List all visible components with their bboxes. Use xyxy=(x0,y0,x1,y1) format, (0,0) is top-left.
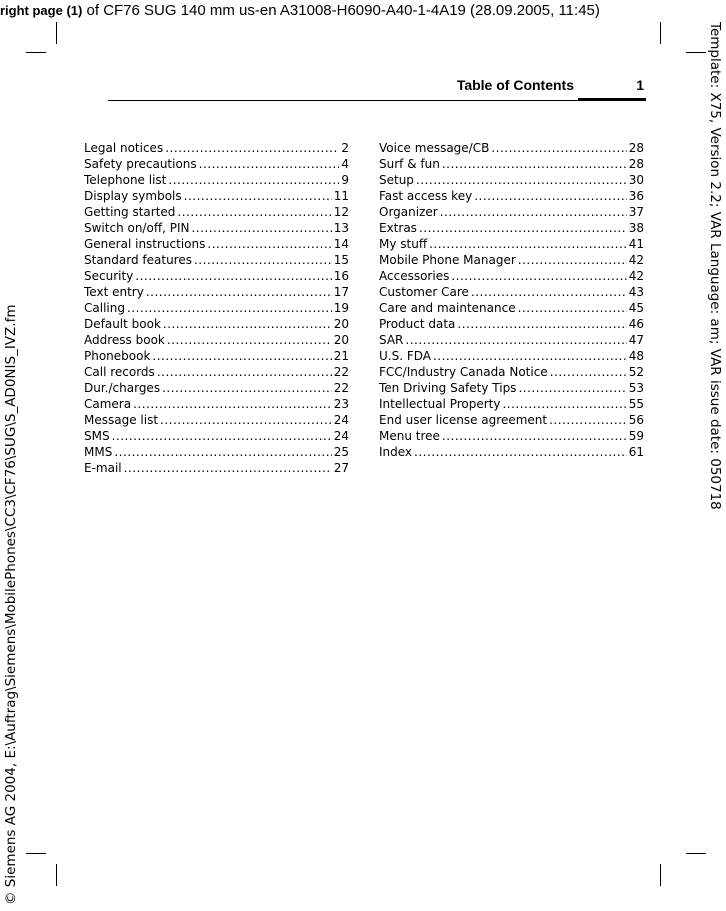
toc-entry-label: Customer Care xyxy=(379,285,469,299)
toc-leader-dots xyxy=(502,396,626,412)
toc-leader-dots xyxy=(168,172,339,188)
toc-entry-page: 13 xyxy=(333,221,349,235)
toc-entry-label: Accessories xyxy=(379,269,450,283)
toc-entry[interactable] xyxy=(379,428,644,444)
toc-entry-label: U.S. FDA xyxy=(379,349,431,363)
toc-entry-label: Calling xyxy=(84,301,125,315)
crop-mark xyxy=(26,52,46,53)
toc-entry-page: 17 xyxy=(333,285,349,299)
toc-entry-label: Switch on/off, PIN xyxy=(84,221,190,235)
toc-entry[interactable] xyxy=(84,140,349,156)
toc-leader-dots xyxy=(162,380,332,396)
toc-leader-dots xyxy=(518,300,627,316)
toc-entry-label: My stuff xyxy=(379,237,428,251)
toc-leader-dots xyxy=(442,428,627,444)
toc-entry-page: 12 xyxy=(333,205,349,219)
crop-mark xyxy=(686,853,706,854)
toc-entry[interactable] xyxy=(379,156,644,172)
print-header xyxy=(0,0,726,22)
toc-entry-label: Safety precautions xyxy=(84,157,197,171)
toc-entry-page: 42 xyxy=(628,269,644,283)
toc-entry[interactable] xyxy=(84,428,349,444)
toc-entry[interactable] xyxy=(84,348,349,364)
toc-entry-page: 24 xyxy=(333,429,349,443)
toc-entry[interactable] xyxy=(84,252,349,268)
toc-entry-label: Phonebook xyxy=(84,349,151,363)
toc-entry-label: Intellectual Property xyxy=(379,397,501,411)
toc-leader-dots xyxy=(405,332,626,348)
toc-leader-dots xyxy=(416,172,627,188)
toc-entry[interactable] xyxy=(379,284,644,300)
toc-column-left xyxy=(84,140,349,476)
header-rule xyxy=(108,100,578,101)
side-copyright-path: © Siemens AG 2004, E:\Auftrag\Siemens\MobilePhones\CC3\CF76\SUG\S_AD0NIS_IVZ.fm xyxy=(3,304,19,905)
toc-entry-label: SMS xyxy=(84,429,110,443)
toc-entry-label: Camera xyxy=(84,397,132,411)
toc-leader-dots xyxy=(157,364,332,380)
toc-entry-label: Address book xyxy=(84,333,165,347)
toc-entry[interactable] xyxy=(84,204,349,220)
toc-entry-label: Setup xyxy=(379,173,414,187)
toc-entry[interactable] xyxy=(84,380,349,396)
toc-entry-label: Call records xyxy=(84,365,155,379)
toc-entry[interactable] xyxy=(379,220,644,236)
toc-entry-page: 36 xyxy=(628,189,644,203)
toc-entry-page: 59 xyxy=(628,429,644,443)
toc-leader-dots xyxy=(433,348,627,364)
toc-entry-page: 28 xyxy=(628,141,644,155)
toc-entry[interactable] xyxy=(379,300,644,316)
toc-entry-label: Legal notices xyxy=(84,141,164,155)
toc-entry-page: 21 xyxy=(333,349,349,363)
toc-entry-page: 2 xyxy=(341,141,349,155)
toc-leader-dots xyxy=(440,204,627,220)
toc-entry-label: Care and maintenance xyxy=(379,301,516,315)
toc-leader-dots xyxy=(414,444,627,460)
toc-entry[interactable] xyxy=(84,220,349,236)
toc-leader-dots xyxy=(152,348,331,364)
toc-leader-dots xyxy=(451,268,626,284)
toc-entry[interactable] xyxy=(84,172,349,188)
toc-leader-dots xyxy=(135,268,331,284)
header-rule-accent xyxy=(578,98,646,101)
toc-entry-page: 19 xyxy=(333,301,349,315)
toc-entry[interactable] xyxy=(379,252,644,268)
toc-entry-label: Voice message/CB xyxy=(379,141,490,155)
toc-entry-page: 46 xyxy=(628,317,644,331)
toc-entry-page: 41 xyxy=(628,237,644,251)
toc-entry-page: 55 xyxy=(628,397,644,411)
toc-entry-page: 45 xyxy=(628,301,644,315)
toc-entry-page: 48 xyxy=(628,349,644,363)
toc-entry-page: 56 xyxy=(628,413,644,427)
toc-entry[interactable] xyxy=(379,236,644,252)
toc-leader-dots xyxy=(177,204,331,220)
toc-entry-page: 22 xyxy=(333,381,349,395)
toc-entry-label: Security xyxy=(84,269,134,283)
toc-entry-page: 23 xyxy=(333,397,349,411)
toc-entry-label: MMS xyxy=(84,445,113,459)
toc-entry[interactable] xyxy=(84,156,349,172)
toc-entry[interactable] xyxy=(84,316,349,332)
toc-entry-page: 22 xyxy=(333,365,349,379)
toc-entry-label: End user license agreement xyxy=(379,413,548,427)
toc-entry[interactable] xyxy=(379,380,644,396)
side-template-info: Template: X75, Version 2.2; VAR Language: am; VAR issue date: 050718 xyxy=(707,22,723,510)
toc-entry[interactable] xyxy=(84,396,349,412)
toc-column-right xyxy=(379,140,644,460)
toc-leader-dots xyxy=(184,188,332,204)
toc-leader-dots xyxy=(165,140,339,156)
crop-mark xyxy=(56,864,57,886)
toc-leader-dots xyxy=(429,236,627,252)
crop-mark xyxy=(26,853,46,854)
toc-entry[interactable] xyxy=(84,284,349,300)
toc-entry-label: Mobile Phone Manager xyxy=(379,253,516,267)
page-number: 1 xyxy=(636,77,644,93)
toc-entry-label: Extras xyxy=(379,221,417,235)
toc-entry[interactable] xyxy=(379,364,644,380)
toc-entry[interactable] xyxy=(84,332,349,348)
toc-entry-page: 27 xyxy=(333,461,349,475)
toc-leader-dots xyxy=(474,188,627,204)
crop-mark xyxy=(686,52,706,53)
toc-entry-page: 38 xyxy=(628,221,644,235)
toc-leader-dots xyxy=(167,332,332,348)
toc-entry[interactable] xyxy=(84,460,349,476)
toc-leader-dots xyxy=(471,284,627,300)
toc-leader-dots xyxy=(146,284,332,300)
toc-entry-page: 24 xyxy=(333,413,349,427)
toc-leader-dots xyxy=(163,316,332,332)
toc-entry[interactable] xyxy=(84,444,349,460)
toc-entry-label: Display symbols xyxy=(84,189,182,203)
toc-entry-page: 14 xyxy=(333,237,349,251)
toc-entry-label: Fast access key xyxy=(379,189,473,203)
toc-entry-label: Standard features xyxy=(84,253,192,267)
toc-leader-dots xyxy=(518,252,627,268)
toc-leader-dots xyxy=(112,428,332,444)
toc-leader-dots xyxy=(491,140,626,156)
toc-leader-dots xyxy=(419,220,627,236)
toc-entry-page: 20 xyxy=(333,333,349,347)
toc-entry-label: Getting started xyxy=(84,205,176,219)
toc-entry[interactable] xyxy=(84,268,349,284)
toc-entry-label: General instructions xyxy=(84,237,206,251)
toc-entry-page: 37 xyxy=(628,205,644,219)
toc-leader-dots xyxy=(160,412,332,428)
toc-entry[interactable] xyxy=(84,364,349,380)
toc-entry[interactable] xyxy=(379,188,644,204)
toc-leader-dots xyxy=(194,252,332,268)
page-header xyxy=(108,72,646,102)
crop-mark xyxy=(660,22,661,44)
toc-entry[interactable] xyxy=(84,188,349,204)
toc-entry-page: 4 xyxy=(341,157,349,171)
toc-entry-label: Organizer xyxy=(379,205,438,219)
toc-entry[interactable] xyxy=(379,268,644,284)
toc-entry-label: E-mail xyxy=(84,461,122,475)
toc-entry[interactable] xyxy=(84,236,349,252)
toc-entry-label: SAR xyxy=(379,333,404,347)
toc-entry-label: Surf & fun xyxy=(379,157,440,171)
print-header-page-label: right page (1) xyxy=(0,3,83,18)
toc-leader-dots xyxy=(133,396,332,412)
toc-leader-dots xyxy=(549,412,627,428)
toc-entry-page: 52 xyxy=(628,365,644,379)
toc-entry-page: 9 xyxy=(341,173,349,187)
toc-entry-label: Text entry xyxy=(84,285,144,299)
toc-entry[interactable] xyxy=(379,172,644,188)
toc-entry-page: 47 xyxy=(628,333,644,347)
toc-entry-label: Product data xyxy=(379,317,456,331)
toc-entry[interactable] xyxy=(379,332,644,348)
toc-entry-label: Menu tree xyxy=(379,429,440,443)
toc-leader-dots xyxy=(124,460,332,476)
toc-entry-page: 11 xyxy=(333,189,349,203)
toc-entry-page: 53 xyxy=(628,381,644,395)
toc-entry-page: 25 xyxy=(333,445,349,459)
toc-entry[interactable] xyxy=(379,412,644,428)
toc-entry-label: Telephone list xyxy=(84,173,167,187)
toc-entry-label: FCC/Industry Canada Notice xyxy=(379,365,548,379)
toc-leader-dots xyxy=(127,300,332,316)
toc-entry-label: Ten Driving Safety Tips xyxy=(379,381,517,395)
toc-entry[interactable] xyxy=(379,396,644,412)
toc-leader-dots xyxy=(114,444,331,460)
toc-leader-dots xyxy=(457,316,626,332)
toc-entry[interactable] xyxy=(84,300,349,316)
toc-leader-dots xyxy=(191,220,331,236)
toc-entry[interactable] xyxy=(379,316,644,332)
toc-leader-dots xyxy=(207,236,331,252)
toc-entry-page: 61 xyxy=(628,445,644,459)
toc-leader-dots xyxy=(442,156,627,172)
toc-entry[interactable] xyxy=(379,140,644,156)
toc-entry-page: 15 xyxy=(333,253,349,267)
toc-entry[interactable] xyxy=(379,348,644,364)
toc-leader-dots xyxy=(518,380,626,396)
page-title: Table of Contents xyxy=(456,77,574,93)
toc-entry-page: 28 xyxy=(628,157,644,171)
toc-entry-page: 20 xyxy=(333,317,349,331)
toc-entry[interactable] xyxy=(379,204,644,220)
toc-entry-page: 42 xyxy=(628,253,644,267)
toc-leader-dots xyxy=(199,156,340,172)
toc-entry[interactable] xyxy=(379,444,644,460)
toc-entry-page: 43 xyxy=(628,285,644,299)
toc-entry-label: Message list xyxy=(84,413,159,427)
toc-entry-page: 30 xyxy=(628,173,644,187)
toc-entry-label: Index xyxy=(379,445,413,459)
crop-mark xyxy=(660,864,661,886)
toc-entry[interactable] xyxy=(84,412,349,428)
toc-entry-label: Default book xyxy=(84,317,161,331)
print-header-file-info: of CF76 SUG 140 mm us-en A31008-H6090-A40-1-4A19 (28.09.2005, 11:45) xyxy=(82,2,600,19)
toc-entry-label: Dur./charges xyxy=(84,381,161,395)
toc-leader-dots xyxy=(550,364,627,380)
toc-entry-page: 16 xyxy=(333,269,349,283)
crop-mark xyxy=(56,22,57,44)
